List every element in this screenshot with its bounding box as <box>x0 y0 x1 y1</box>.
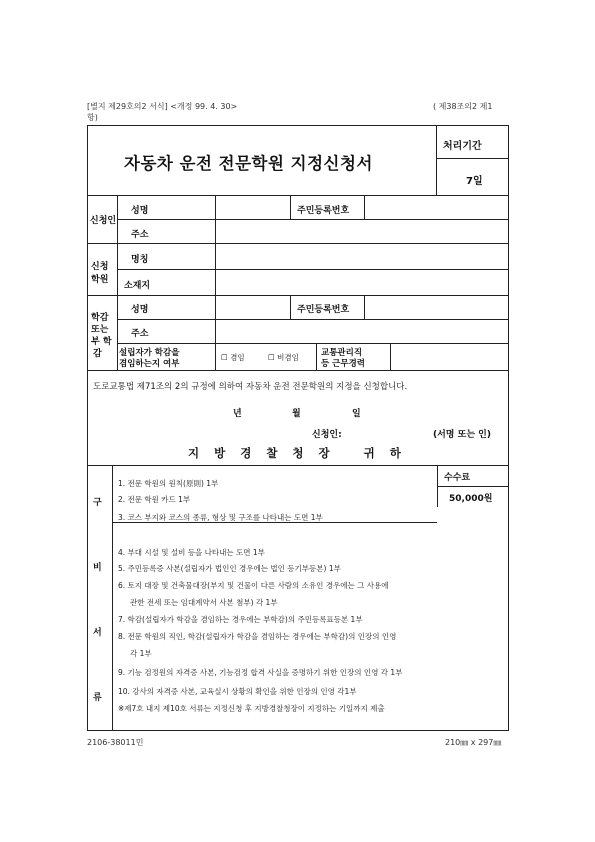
date-month-label: 월 <box>292 409 301 419</box>
date-year-label: 년 <box>233 409 242 419</box>
option-concurrent-checkbox[interactable]: ☐ 겸임 <box>221 353 245 362</box>
director-section-label-2: 또는 <box>91 325 109 335</box>
director-section-label-4: 감 <box>93 349 102 359</box>
article-reference: ( 제38조의2 제1 <box>433 102 493 111</box>
form-reference: [별지 제29호의2 서식] <개정 99. 4. 30> <box>87 102 238 111</box>
director-resident-no-field[interactable] <box>365 296 508 318</box>
signer-label: 신청인: <box>312 430 342 440</box>
applicant-resident-no-field[interactable] <box>365 196 508 218</box>
docs-label-char-1: 구 <box>93 498 102 508</box>
processing-period-value: 7일 <box>466 176 483 187</box>
director-name-field[interactable] <box>216 296 289 318</box>
option-non-concurrent-checkbox[interactable]: ☐ 비겸임 <box>268 353 299 362</box>
document-item: 9. 기능 검정원의 자격증 사본, 기능검정 합격 사실을 증명하기 위한 인장의 인영 각 1부 <box>118 668 403 677</box>
processing-period-label: 처리기간 <box>443 141 482 152</box>
document-item: 2. 전문 학원 카드 1부 <box>118 495 191 504</box>
document-item: 5. 주민등록증 사본(설립자가 법인인 경우에는 법인 등기부등본) 1부 <box>118 564 341 573</box>
signature-note: (서명 또는 인) <box>433 430 491 440</box>
paper-size: 210㎜ x 297㎜ <box>445 738 502 747</box>
career-label-line1: 교통관리직 <box>321 348 363 358</box>
director-section-label-3: 부 학 <box>91 337 112 347</box>
docs-label-char-3: 서 <box>93 628 102 638</box>
document-item: 8. 전문 학원의 직인, 학감(설립자가 학감을 겸임하는 경우에는 부학감)의 인장의 인영 <box>118 632 397 641</box>
form-title: 자동차 운전 전문학원 지정신청서 <box>124 154 373 173</box>
applicant-name-field[interactable] <box>216 196 289 218</box>
document-item: 4. 부대 시설 및 설비 등을 나타내는 도면 1부 <box>118 548 265 557</box>
applicant-address-label: 주소 <box>131 230 149 240</box>
director-address-field[interactable] <box>216 320 508 342</box>
document-item: 각 1부 <box>130 649 152 658</box>
director-address-label: 주소 <box>131 329 149 339</box>
addressee: 지방경찰청장 귀하 <box>188 446 416 460</box>
form-number: 2106-38011민 <box>87 738 144 747</box>
document-item: 관한 전세 또는 임대계약서 사본 첨부) 각 1부 <box>130 598 278 607</box>
academy-name-field[interactable] <box>216 244 508 268</box>
academy-section-label-2: 학원 <box>91 275 109 285</box>
application-statement: 도로교통법 제71조의 2의 규정에 의하여 자동차 운전 전문학원의 지정을 신청합니다. <box>93 382 408 392</box>
applicant-section-label: 신청인 <box>90 216 117 226</box>
document-item: 1. 전문 학원의 원칙(原則) 1부 <box>118 479 219 488</box>
fee-value: 50,000원 <box>449 494 493 504</box>
document-item: 10. 강사의 자격증 사본, 교육실시 상황의 확인을 위한 인장의 인영 각1부 <box>118 687 357 696</box>
applicant-name-label: 성명 <box>131 206 149 216</box>
academy-location-field[interactable] <box>216 270 508 294</box>
academy-location-label: 소재지 <box>124 281 151 291</box>
director-section-label-1: 학감 <box>91 313 109 323</box>
director-name-label: 성명 <box>131 305 149 315</box>
docs-label-char-2: 비 <box>93 563 102 573</box>
article-reference-continued: 항) <box>87 113 98 122</box>
career-label-line2: 등 근무경력 <box>321 359 366 369</box>
career-field[interactable] <box>391 344 508 369</box>
concurrent-label-line2: 겸임하는지 여부 <box>119 359 180 369</box>
applicant-resident-no-label: 주민등록번호 <box>297 206 350 216</box>
applicant-address-field[interactable] <box>216 220 508 242</box>
document-item: 3. 코스 부지와 코스의 종류, 형상 및 구조를 나타내는 도면 1부 <box>118 513 323 522</box>
document-item: 6. 토지 대장 및 건축물대장(부지 및 건물이 다른 사람의 소유인 경우에는 그 사용에 <box>118 581 389 590</box>
concurrent-label-line1: 설립자가 학감을 <box>119 348 180 358</box>
academy-name-label: 명칭 <box>131 255 149 265</box>
docs-label-char-4: 류 <box>93 693 102 703</box>
date-day-label: 일 <box>352 409 361 419</box>
fee-label: 수수료 <box>444 473 471 483</box>
document-note: ※제7호 내지 제10호 서류는 지정신청 후 지방경찰청장이 지정하는 기일까지 제출 <box>118 704 385 713</box>
academy-section-label-1: 신청 <box>91 262 109 272</box>
director-resident-no-label: 주민등록번호 <box>297 305 350 315</box>
document-item: 7. 학감(설립자가 학감을 겸임하는 경우에는 부학감)의 주민등록표등본 1부 <box>118 615 363 624</box>
